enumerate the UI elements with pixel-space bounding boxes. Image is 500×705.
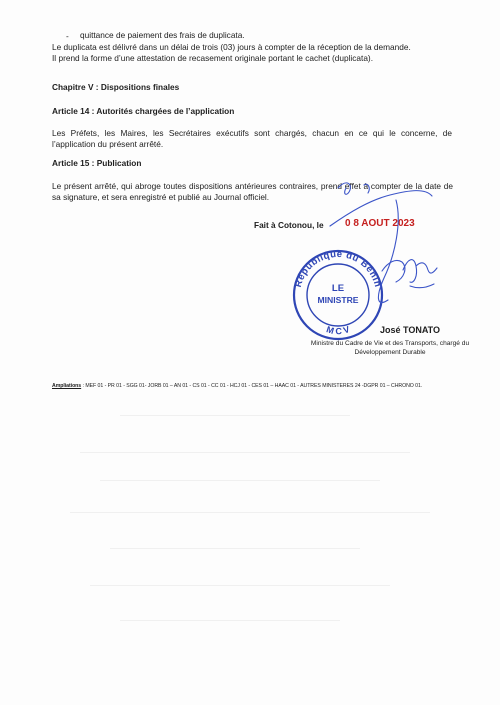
ampliations-label: Ampliations bbox=[52, 383, 82, 389]
article14-title: Article 14 : Autorités chargées de l’application bbox=[52, 106, 235, 116]
handwritten-signature bbox=[330, 183, 437, 303]
bullet-marker: - bbox=[66, 31, 69, 41]
show-through-mark bbox=[110, 548, 360, 549]
show-through-mark bbox=[120, 415, 350, 416]
article15-title: Article 15 : Publication bbox=[52, 158, 142, 168]
show-through-mark bbox=[90, 585, 390, 586]
show-through-mark bbox=[80, 452, 410, 453]
bullet-line: quittance de paiement des frais de duplicata. bbox=[80, 30, 245, 40]
done-at-text: Fait à Cotonou, le bbox=[254, 220, 324, 230]
show-through-mark bbox=[70, 512, 430, 513]
ampliations-text: : MEF 01 - PR 01 - SGG 01- JORB 01 – AN 01 - CS 01 - CC 01 - HCJ 01 - CES 01 – HAAC 01 - AUTRES MINISTERES 24 -DGPR 01 – CHRONO 01. bbox=[82, 383, 423, 389]
official-seal bbox=[293, 249, 383, 339]
seal-arc-text: République du Bénin bbox=[292, 248, 384, 289]
date-stamp: 0 8 AOUT 2023 bbox=[345, 218, 415, 229]
duplicata-paragraph-line-1: Le duplicata est délivré dans un délai de trois (03) jours à compter de la réception de la demande. bbox=[52, 42, 411, 52]
seal-bottom-text: M C V bbox=[325, 324, 351, 337]
ampliations-line bbox=[52, 383, 472, 390]
signatory-name: José TONATO bbox=[380, 325, 441, 335]
duplicata-paragraph-line-2: Il prend la forme d’une attestation de recasement originale portant le cachet (duplicata). bbox=[52, 53, 373, 63]
seal-center-line-2: MINISTRE bbox=[317, 295, 359, 305]
article15-text: Le présent arrêté, qui abroge toutes dispositions antérieures contraires, prend effet à compter de la date de sa signature, et sera enregistré et publié au Journal officiel. bbox=[52, 181, 453, 202]
signatory-title: Ministre du Cadre de Vie et des Transports, chargé du Développement Durable bbox=[310, 340, 470, 356]
chapter-title: Chapitre V : Dispositions finales bbox=[52, 82, 180, 92]
show-through-mark bbox=[120, 620, 340, 621]
article14-text: Les Préfets, les Maires, les Secrétaires exécutifs sont chargés, chacun en ce qui le concerne, de l’application du présent arrêté. bbox=[52, 128, 452, 149]
seal-center-line-1: LE bbox=[331, 283, 345, 294]
show-through-mark bbox=[100, 480, 380, 481]
